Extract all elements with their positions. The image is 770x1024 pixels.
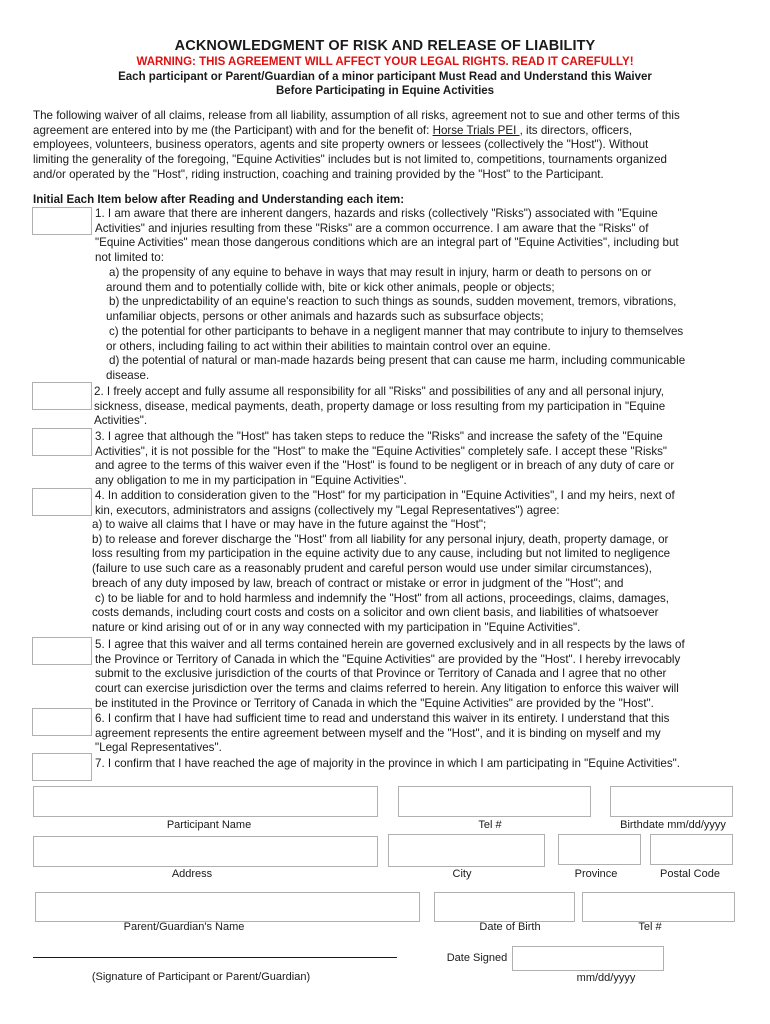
initial-box-1[interactable]	[32, 207, 92, 235]
subitem-line: (failure to use such care as a reasonably prudent and careful person would use under similar circumstances),	[92, 562, 653, 576]
birthdate-label: Birthdate mm/dd/yyyy	[620, 819, 726, 831]
initial-box-6[interactable]	[32, 708, 92, 736]
initial-box-4[interactable]	[32, 488, 92, 516]
guardian-dob-field[interactable]	[434, 892, 575, 922]
item-line: Activities" and injuries resulting from these "Risks" are a common occurrence. I am aware that the "Risks" of	[95, 221, 649, 235]
date-signed-label: Date Signed	[446, 952, 508, 964]
address-label: Address	[171, 868, 213, 880]
subitem-line: nature or kind arising out of or in any way connected with my participation in "Equine Activities".	[92, 620, 581, 634]
document-title: ACKNOWLEDGMENT OF RISK AND RELEASE OF LIABILITY	[174, 38, 596, 54]
item-line: 2. I freely accept and fully assume all responsibility for all "Risks" and possibilities of any and all personal injury,	[94, 385, 664, 398]
guardian-tel-label: Tel #	[638, 921, 662, 933]
subitem-line: c) the potential for other participants to behave in a negligent manner that may contribute to injury to themselves	[109, 324, 684, 338]
subitem-line: b) to release and forever discharge the "Host" from all liability for any personal injury, death, property damage, or	[92, 532, 669, 546]
subitem-line: d) the potential of natural or man-made hazards being present that can cause me harm, including communicable	[109, 354, 686, 368]
date-format-label: mm/dd/yyyy	[576, 972, 636, 984]
postal-code-label: Postal Code	[660, 868, 720, 880]
item-line: "Equine Activities" mean those dangerous conditions which are an integral part of "Equine Activities", including but	[95, 236, 679, 250]
waiver-item-7	[95, 757, 680, 772]
subitem-line: costs demands, including court costs and costs on a solicitor and own client basis, and liabilities of whatsoever	[92, 606, 659, 620]
subitem-line: or others, including failing to act within their abilities to maintain control over an equine.	[106, 339, 551, 353]
subitem-line: a) to waive all claims that I have or may have in the future against the "Host";	[92, 518, 487, 531]
guardian-name-label: Parent/Guardian's Name	[123, 921, 245, 933]
intro-line: limiting the generality of the foregoing, "Equine Activities" includes but is not limited to, competitions, tournaments organized	[33, 153, 667, 167]
postal-code-field[interactable]	[650, 834, 733, 865]
birthdate-field[interactable]	[610, 786, 733, 817]
item-line: Activities", it is not possible for the "Host" to make the "Equine Activities" completely safe. I accept these "Risks"	[95, 444, 668, 458]
address-field[interactable]	[33, 836, 378, 867]
signature-label: (Signature of Participant or Parent/Guardian)	[91, 971, 311, 983]
subitem-line: breach of any duty imposed by law, breach of contract or mistake or error in judgment of the "Host"; and	[92, 576, 624, 590]
initial-box-3[interactable]	[32, 428, 92, 456]
item-line: the Province or Territory of Canada in which the "Equine Activities" are provided by the "Host". I hereby irrevocably	[95, 652, 681, 666]
item-line: "Legal Representatives".	[95, 741, 222, 755]
initial-heading: Initial Each Item below after Reading and Understanding each item:	[33, 193, 405, 206]
waiver-item-1-subitems	[106, 266, 685, 384]
waiver-item-2	[94, 385, 665, 429]
item-line: 7. I confirm that I have reached the age of majority in the province in which I am participating in "Equine Activities".	[95, 757, 680, 770]
guardian-tel-field[interactable]	[582, 892, 735, 922]
item-line: be instituted in the Province or Territory of Canada in which the "Equine Activities" are provided by the "Host".	[95, 696, 654, 710]
waiver-item-6	[95, 712, 669, 756]
intro-line: employees, volunteers, business operators, agents and site property owners or lessees (collectively the "Host"). Without	[33, 138, 649, 152]
item-line: Activities".	[94, 414, 148, 428]
item-line: 5. I agree that this waiver and all terms contained herein are governed exclusively and in all respects by the laws of	[95, 638, 685, 651]
subitem-line: unfamiliar objects, persons or other animals and hazards such as subsurface objects;	[106, 310, 544, 324]
host-name: Horse Trials PEI	[432, 123, 520, 137]
intro-line: The following waiver of all claims, release from all liability, assumption of all risks, agreement not to sue and other terms of this	[33, 109, 680, 122]
item-line: kin, executors, administrators and assigns (collectively my "Legal Representatives") agree:	[95, 503, 560, 517]
subitem-line: disease.	[106, 368, 150, 382]
subtitle-line-2: Before Participating in Equine Activities	[275, 85, 495, 97]
subitem-line: b) the unpredictability of an equine's reaction to such things as sounds, sudden movement, tremors, vibrations,	[109, 295, 677, 309]
participant-name-label: Participant Name	[166, 819, 252, 831]
item-line: not limited to:	[95, 251, 164, 265]
item-line: 4. In addition to consideration given to the "Host" for my participation in "Equine Activities", I and my heirs, next of	[95, 489, 675, 502]
city-field[interactable]	[388, 834, 545, 867]
subitem-line: c) to be liable for and to hold harmless and indemnify the "Host" from all actions, proceedings, claims, damages,	[95, 591, 670, 605]
item-line: 3. I agree that although the "Host" has taken steps to reduce the "Risks" and increase the safety of the "Equine	[95, 430, 663, 443]
participant-tel-field[interactable]	[398, 786, 591, 817]
subitem-line: around them and to potentially collide with, bite or kick other animals, people or objects;	[106, 280, 555, 294]
item-line: and agree to the terms of this waiver even if the "Host" is found to be negligent or in breach of any duty of care or	[95, 459, 675, 473]
item-line: submit to the exclusive jurisdiction of the courts of that Province or Territory of Canada and I agree that no other	[95, 667, 667, 681]
tel-label: Tel #	[478, 819, 502, 831]
item-line: 1. I am aware that there are inherent dangers, hazards and risks (collectively "Risks") associated with "Equine	[95, 207, 658, 220]
intro-line: and/or operated by the "Host", riding instruction, coaching and training provided by the "Host" to the Participant.	[33, 167, 604, 181]
signature-line[interactable]	[33, 957, 397, 958]
date-of-birth-label: Date of Birth	[479, 921, 541, 933]
intro-text: agreement are entered into by me (the Participant) with and for the benefit of:	[33, 123, 433, 137]
item-line: sickness, disease, medical payments, death, property damage or loss resulting from my participation in "Equine	[94, 399, 666, 413]
intro-text: , its directors, officers,	[519, 123, 633, 137]
initial-box-7[interactable]	[32, 753, 92, 781]
intro-line	[33, 124, 680, 139]
province-label: Province	[574, 868, 618, 880]
subitem-line: loss resulting from my participation in the equine activity due to any cause, including but not limited to negligence	[92, 547, 671, 561]
initial-box-5[interactable]	[32, 637, 92, 665]
waiver-item-5	[95, 638, 685, 712]
waiver-item-1	[95, 207, 679, 266]
waiver-item-3	[95, 430, 674, 489]
date-signed-field[interactable]	[512, 946, 664, 971]
guardian-name-field[interactable]	[35, 892, 420, 922]
waiver-item-4-subitems	[92, 518, 670, 636]
initial-box-2[interactable]	[32, 382, 92, 410]
city-label: City	[452, 868, 472, 880]
participant-name-field[interactable]	[33, 786, 378, 817]
waiver-item-4	[95, 489, 675, 518]
item-line: any obligation to me in my participation in "Equine Activities".	[95, 474, 407, 488]
item-line: 6. I confirm that I have had sufficient time to read and understand this waiver in its entirety. I understand that this	[95, 712, 670, 725]
province-field[interactable]	[558, 834, 641, 865]
item-line: court can exercise jurisdiction over the terms and claims referred to herein. Any litigation to enforce this waiver will	[95, 682, 679, 696]
intro-paragraph	[33, 109, 680, 183]
subtitle-line-1: Each participant or Parent/Guardian of a minor participant Must Read and Understand this Waiver	[118, 71, 652, 83]
warning-text: WARNING: THIS AGREEMENT WILL AFFECT YOUR LEGAL RIGHTS. READ IT CAREFULLY!	[136, 56, 634, 68]
subitem-line: a) the propensity of any equine to behave in ways that may result in injury, harm or death to persons on or	[109, 266, 652, 279]
item-line: agreement represents the entire agreement between myself and the "Host", and it is binding on myself and my	[95, 726, 661, 740]
